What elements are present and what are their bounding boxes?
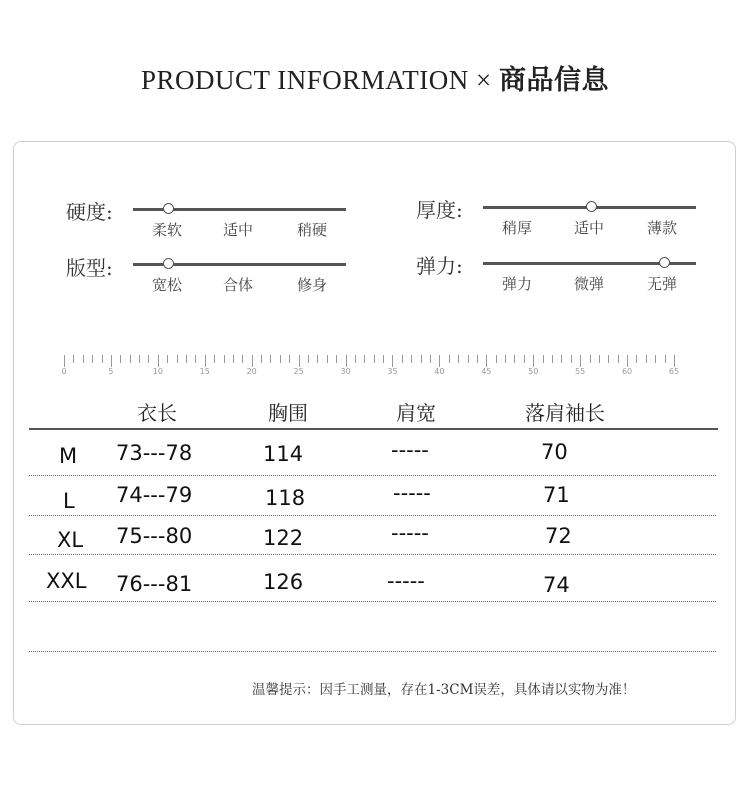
shoulder-value: ----- [387,569,425,593]
chest-value: 122 [263,526,304,550]
ruler-label: 55 [575,367,586,376]
row-divider [29,475,716,476]
ruler-tick [561,355,562,363]
length-value: 75---80 [116,524,193,548]
hardness-label: 硬度: [66,200,113,224]
row-divider [29,554,716,555]
ruler-tick [327,355,328,363]
ruler-tick [336,355,337,363]
ruler-label: 30 [340,367,351,376]
chest-value: 118 [265,486,306,510]
ruler-tick [627,355,628,367]
row-divider [29,515,716,516]
ruler-tick [636,355,637,363]
ruler-tick [608,355,609,363]
size-label: M [59,444,78,468]
ruler-tick [195,355,196,363]
ruler-tick [355,355,356,363]
ruler-tick [458,355,459,363]
ruler-tick [252,355,253,367]
ruler-label: 10 [152,367,163,376]
thickness-label: 厚度: [416,198,463,222]
hardness-option-soft: 柔软 [152,221,183,239]
ruler-tick [270,355,271,363]
row-divider [29,651,716,652]
elasticity-option-stretch: 弹力 [502,275,533,293]
column-header-length: 衣长 [137,401,177,425]
ruler-label: 15 [199,367,210,376]
ruler-tick [64,355,65,367]
ruler-tick [205,355,206,367]
elasticity-option-slight: 微弹 [574,275,605,293]
sleeve-value: 74 [543,573,570,597]
ruler-tick [477,355,478,363]
fit-option-loose: 宽松 [152,276,183,294]
ruler-tick [289,355,290,363]
ruler-label: 0 [61,367,67,376]
elasticity-label: 弹力: [416,254,463,278]
ruler-tick [449,355,450,363]
thickness-option-thin: 薄款 [647,219,678,237]
page-title-en: PRODUCT INFORMATION × [140,65,492,95]
ruler-label: 20 [246,367,257,376]
page-title [0,58,750,97]
measurement-ruler [62,355,678,377]
ruler-tick [317,355,318,363]
ruler-tick [571,355,572,363]
ruler-tick [242,355,243,363]
ruler-tick [674,355,675,367]
ruler-tick [167,355,168,363]
elasticity-slider-knob [659,257,670,268]
size-label: XL [57,528,84,552]
ruler-tick [421,355,422,363]
ruler-tick [599,355,600,363]
ruler-label: 25 [293,367,304,376]
ruler-tick [346,355,347,367]
ruler-tick [261,355,262,363]
hardness-slider-knob [163,203,174,214]
measurement-note: 温馨提示：因手工测量，存在1-3CM误差，具体请以实物为准！ [252,682,636,698]
ruler-tick [618,355,619,363]
ruler-tick [224,355,225,363]
sleeve-value: 71 [543,483,570,507]
ruler-label: 40 [434,367,445,376]
ruler-tick [92,355,93,363]
ruler-tick [158,355,159,367]
size-label: XXL [46,569,87,593]
ruler-tick [533,355,534,367]
ruler-tick [392,355,393,367]
ruler-tick [139,355,140,363]
ruler-tick [411,355,412,363]
ruler-tick [102,355,103,363]
ruler-tick [543,355,544,363]
ruler-tick [308,355,309,363]
ruler-tick [590,355,591,363]
thickness-slider-knob [586,201,597,212]
length-value: 74---79 [116,483,193,507]
shoulder-value: ----- [393,481,431,505]
ruler-tick [665,355,666,363]
ruler-tick [130,355,131,363]
shoulder-value: ----- [391,438,429,462]
ruler-tick [148,355,149,363]
thickness-option-medium: 适中 [574,219,605,237]
length-value: 73---78 [116,441,193,465]
chest-value: 126 [263,570,304,594]
column-header-chest: 胸围 [268,401,308,425]
ruler-label: 35 [387,367,398,376]
page-title-cn: 商品信息 [499,65,610,96]
ruler-tick [280,355,281,363]
ruler-label: 45 [481,367,492,376]
ruler-tick [299,355,300,367]
ruler-label: 65 [668,367,680,376]
fit-label: 版型: [66,256,113,280]
sleeve-value: 70 [541,440,568,464]
ruler-tick [514,355,515,363]
column-header-sleeve: 落肩袖长 [525,401,605,425]
ruler-tick [505,355,506,363]
ruler-tick [580,355,581,367]
ruler-tick [214,355,215,363]
ruler-tick [439,355,440,367]
ruler-tick [177,355,178,363]
hardness-option-firm: 稍硬 [297,221,328,239]
column-header-shoulder: 肩宽 [396,401,436,425]
ruler-tick [655,355,656,363]
table-header-rule [29,428,718,430]
ruler-tick [374,355,375,363]
ruler-tick [111,355,112,367]
ruler-tick [186,355,187,363]
ruler-tick [73,355,74,363]
fit-option-slim: 修身 [297,276,328,294]
fit-option-regular: 合体 [223,276,254,294]
ruler-label: 50 [528,367,539,376]
ruler-tick [383,355,384,363]
ruler-label: 5 [108,367,114,376]
length-value: 76---81 [116,572,193,596]
shoulder-value: ----- [391,521,429,545]
ruler-tick [524,355,525,363]
ruler-tick [233,355,234,363]
info-card [13,141,736,725]
row-divider [29,601,716,602]
size-label: L [63,489,75,513]
ruler-label: 60 [621,367,633,376]
ruler-tick [83,355,84,363]
fit-slider-knob [163,258,174,269]
ruler-tick [364,355,365,363]
thickness-option-thick: 稍厚 [502,219,533,237]
ruler-tick [120,355,121,363]
ruler-tick [496,355,497,363]
chest-value: 114 [263,442,304,466]
sleeve-value: 72 [545,524,572,548]
ruler-tick [430,355,431,363]
ruler-tick [468,355,469,363]
elasticity-option-none: 无弹 [647,275,678,293]
ruler-tick [646,355,647,363]
ruler-tick [402,355,403,363]
ruler-tick [552,355,553,363]
ruler-tick [486,355,487,367]
hardness-option-medium: 适中 [223,221,254,239]
